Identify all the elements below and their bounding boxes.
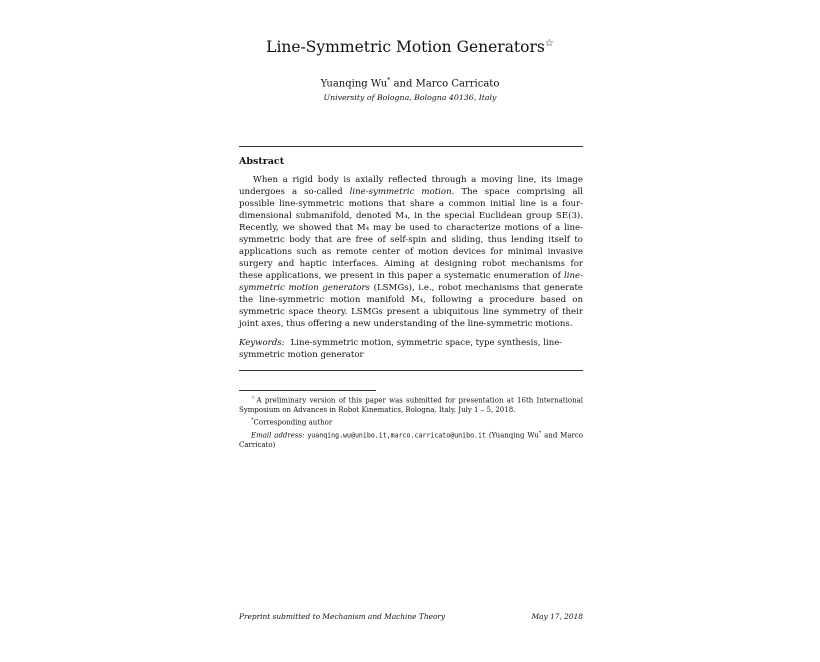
keywords-text: Line-symmetric motion, symmetric space, type synthesis, line-symmetric motion generator bbox=[239, 338, 563, 360]
term-lsmg: line-symmetric motion generators bbox=[239, 271, 583, 293]
preprint-date: May 17, 2018 bbox=[531, 612, 583, 621]
footnote-2: *Corresponding author bbox=[251, 417, 333, 427]
author-line bbox=[0, 76, 820, 89]
author-second: Marco Carricato bbox=[415, 78, 500, 90]
preprint-note: Preprint submitted to Mechanism and Machine Theory bbox=[239, 612, 446, 621]
keywords-label: Keywords: bbox=[239, 338, 285, 348]
title-footnote-mark: ☆ bbox=[544, 38, 554, 49]
term-line-symmetric-motion: line-symmetric motion bbox=[349, 187, 452, 197]
author-first: Yuanqing Wu bbox=[320, 78, 388, 90]
author-joiner: and bbox=[390, 78, 416, 90]
footnote-email: Email address: yuanqing.wu@unibo.it,marco.carricato@unibo.it (Yuanqing Wu* and Marco Carricato) bbox=[239, 429, 583, 449]
paper-title bbox=[0, 38, 820, 56]
email-addresses: yuanqing.wu@unibo.it,marco.carricato@unibo.it bbox=[307, 430, 486, 439]
abstract-body: When a rigid body is axially reflected through a moving line, its image undergoes a so-called line-symmetric motion. The space comprising all possible line-symmetric motions that share a common initial line is a four-dimensional submanifold, denoted M₄, in the special Euclidean group SE(3). Recently, we showed that M₄ may be used to characterize motions of a line-symmetric body that are free of self-spin and sliding, thus lending itself to applications such as remote center of motion devices for minimal invasive surgery and haptic interfaces. Aiming at designing robot mechanisms for these applications, we present in this paper a systematic enumeration of line-symmetric motion generators (LSMGs), i.e., robot mechanisms that generate the line-symmetric motion manifold M₄, following a procedure based on symmetric space theory. LSMGs present a ubiquitous line symmetry of their joint axes, thus offering a new understanding of the line-symmetric motions. bbox=[239, 175, 583, 329]
affiliation: University of Bologna, Bologna 40136, Italy bbox=[323, 93, 497, 102]
corresponding-mark: * bbox=[387, 76, 391, 84]
footnotes bbox=[239, 393, 583, 450]
footnote-rule bbox=[239, 390, 376, 391]
abstract-top-rule bbox=[239, 146, 583, 147]
title-text: Line-Symmetric Motion Generators bbox=[266, 38, 545, 57]
keywords bbox=[239, 337, 583, 361]
abstract-bottom-rule bbox=[239, 370, 583, 371]
abstract-heading: Abstract bbox=[239, 156, 285, 167]
footnote-1: ☆A preliminary version of this paper was submitted for presentation at 16th International Symposium on Advances in Robot Kinematics, Bologna, Italy, July 1 – 5, 2018. bbox=[239, 395, 583, 415]
